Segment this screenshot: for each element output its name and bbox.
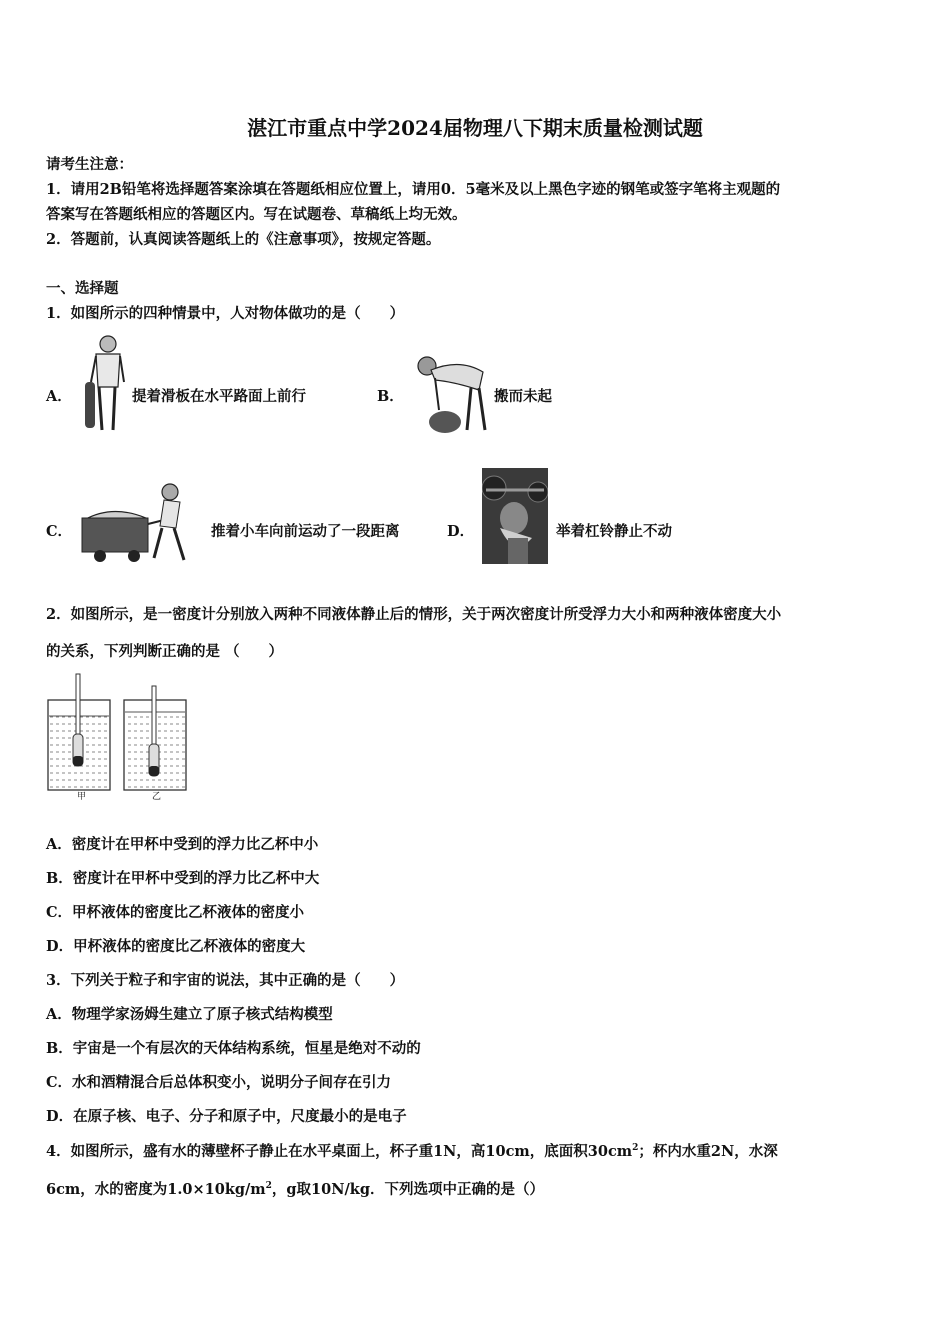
beaker-label-jia: 甲 (77, 792, 87, 802)
q1-option-b-letter: B． (377, 388, 404, 405)
question-4-stem-line-1 (46, 1140, 778, 1161)
q3-option-d: D．在原子核、电子、分子和原子中，尺度最小的是电子 (46, 1108, 407, 1125)
section-heading: 一、选择题 (46, 280, 119, 297)
q1-option-a-figure (82, 332, 132, 436)
notice-heading: 请考生注意： (46, 156, 133, 173)
q1-option-b-figure (405, 350, 493, 436)
question-4-stem-line-2 (46, 1178, 544, 1199)
notice-item-2: 2．答题前，认真阅读答题纸上的《注意事项》，按规定答题。 (46, 231, 441, 248)
q4-line1-part-b: ；杯内水重2N，水深 (638, 1143, 778, 1160)
q1-option-c-text: 推着小车向前运动了一段距离 (211, 523, 400, 540)
q2-beakers-figure (44, 672, 194, 802)
q4-line2-part-a: 6cm，水的密度为1.0×10kg/m (46, 1181, 266, 1198)
q2-option-c: C．甲杯液体的密度比乙杯液体的密度小 (46, 904, 305, 921)
question-2-stem-line-1: 2．如图所示，是一密度计分别放入两种不同液体静止后的情形，关于两次密度计所受浮力大小和两种液体密度大小 (46, 606, 782, 623)
notice-item-1-line-2: 答案写在答题纸相应的答题区内。写在试题卷、草稿纸上均无效。 (46, 206, 467, 223)
q1-option-d-text: 举着杠铃静止不动 (556, 523, 672, 540)
q4-line1-part-a: 4．如图所示，盛有水的薄壁杯子静止在水平桌面上，杯子重1N，高10cm，底面积30cm (46, 1143, 633, 1160)
q4-line2-part-b: ，g取10N/kg．下列选项中正确的是（） (271, 1181, 544, 1198)
question-2-stem-line-2: 的关系，下列判断正确的是 （ ） (46, 643, 284, 660)
beaker-label-yi: 乙 (152, 792, 162, 802)
q4-line2-superscript: 2 (265, 1181, 272, 1192)
q1-option-d-letter: D． (447, 523, 475, 540)
q1-option-c-figure (72, 472, 204, 566)
question-3-stem: 3．下列关于粒子和宇宙的说法，其中正确的是（ ） (46, 972, 405, 989)
q1-option-a-text: 提着滑板在水平路面上前行 (132, 388, 306, 405)
q2-option-a: A．密度计在甲杯中受到的浮力比乙杯中小 (46, 836, 319, 853)
q3-option-b: B．宇宙是一个有层次的天体结构系统，恒星是绝对不动的 (46, 1040, 421, 1057)
q2-option-d: D．甲杯液体的密度比乙杯液体的密度大 (46, 938, 306, 955)
question-1-stem: 1．如图所示的四种情景中，人对物体做功的是（ ） (46, 305, 405, 322)
q3-option-c: C．水和酒精混合后总体积变小，说明分子间存在引力 (46, 1074, 392, 1091)
q4-line1-superscript: 2 (632, 1143, 639, 1154)
q2-option-b: B．密度计在甲杯中受到的浮力比乙杯中大 (46, 870, 320, 887)
q1-option-a-letter: A． (46, 388, 72, 405)
q1-option-c-letter: C． (46, 523, 73, 540)
page-title: 湛江市重点中学2024届物理八下期末质量检测试题 (247, 116, 703, 140)
q3-option-a: A．物理学家汤姆生建立了原子核式结构模型 (46, 1006, 333, 1023)
q1-option-b-text: 搬而未起 (494, 388, 552, 405)
q1-option-d-figure (482, 468, 548, 564)
notice-item-1-line-1: 1．请用2B铅笔将选择题答案涂填在答题纸相应位置上，请用0．5毫米及以上黑色字迹的钢笔或签字笔将主观题的 (46, 181, 781, 198)
